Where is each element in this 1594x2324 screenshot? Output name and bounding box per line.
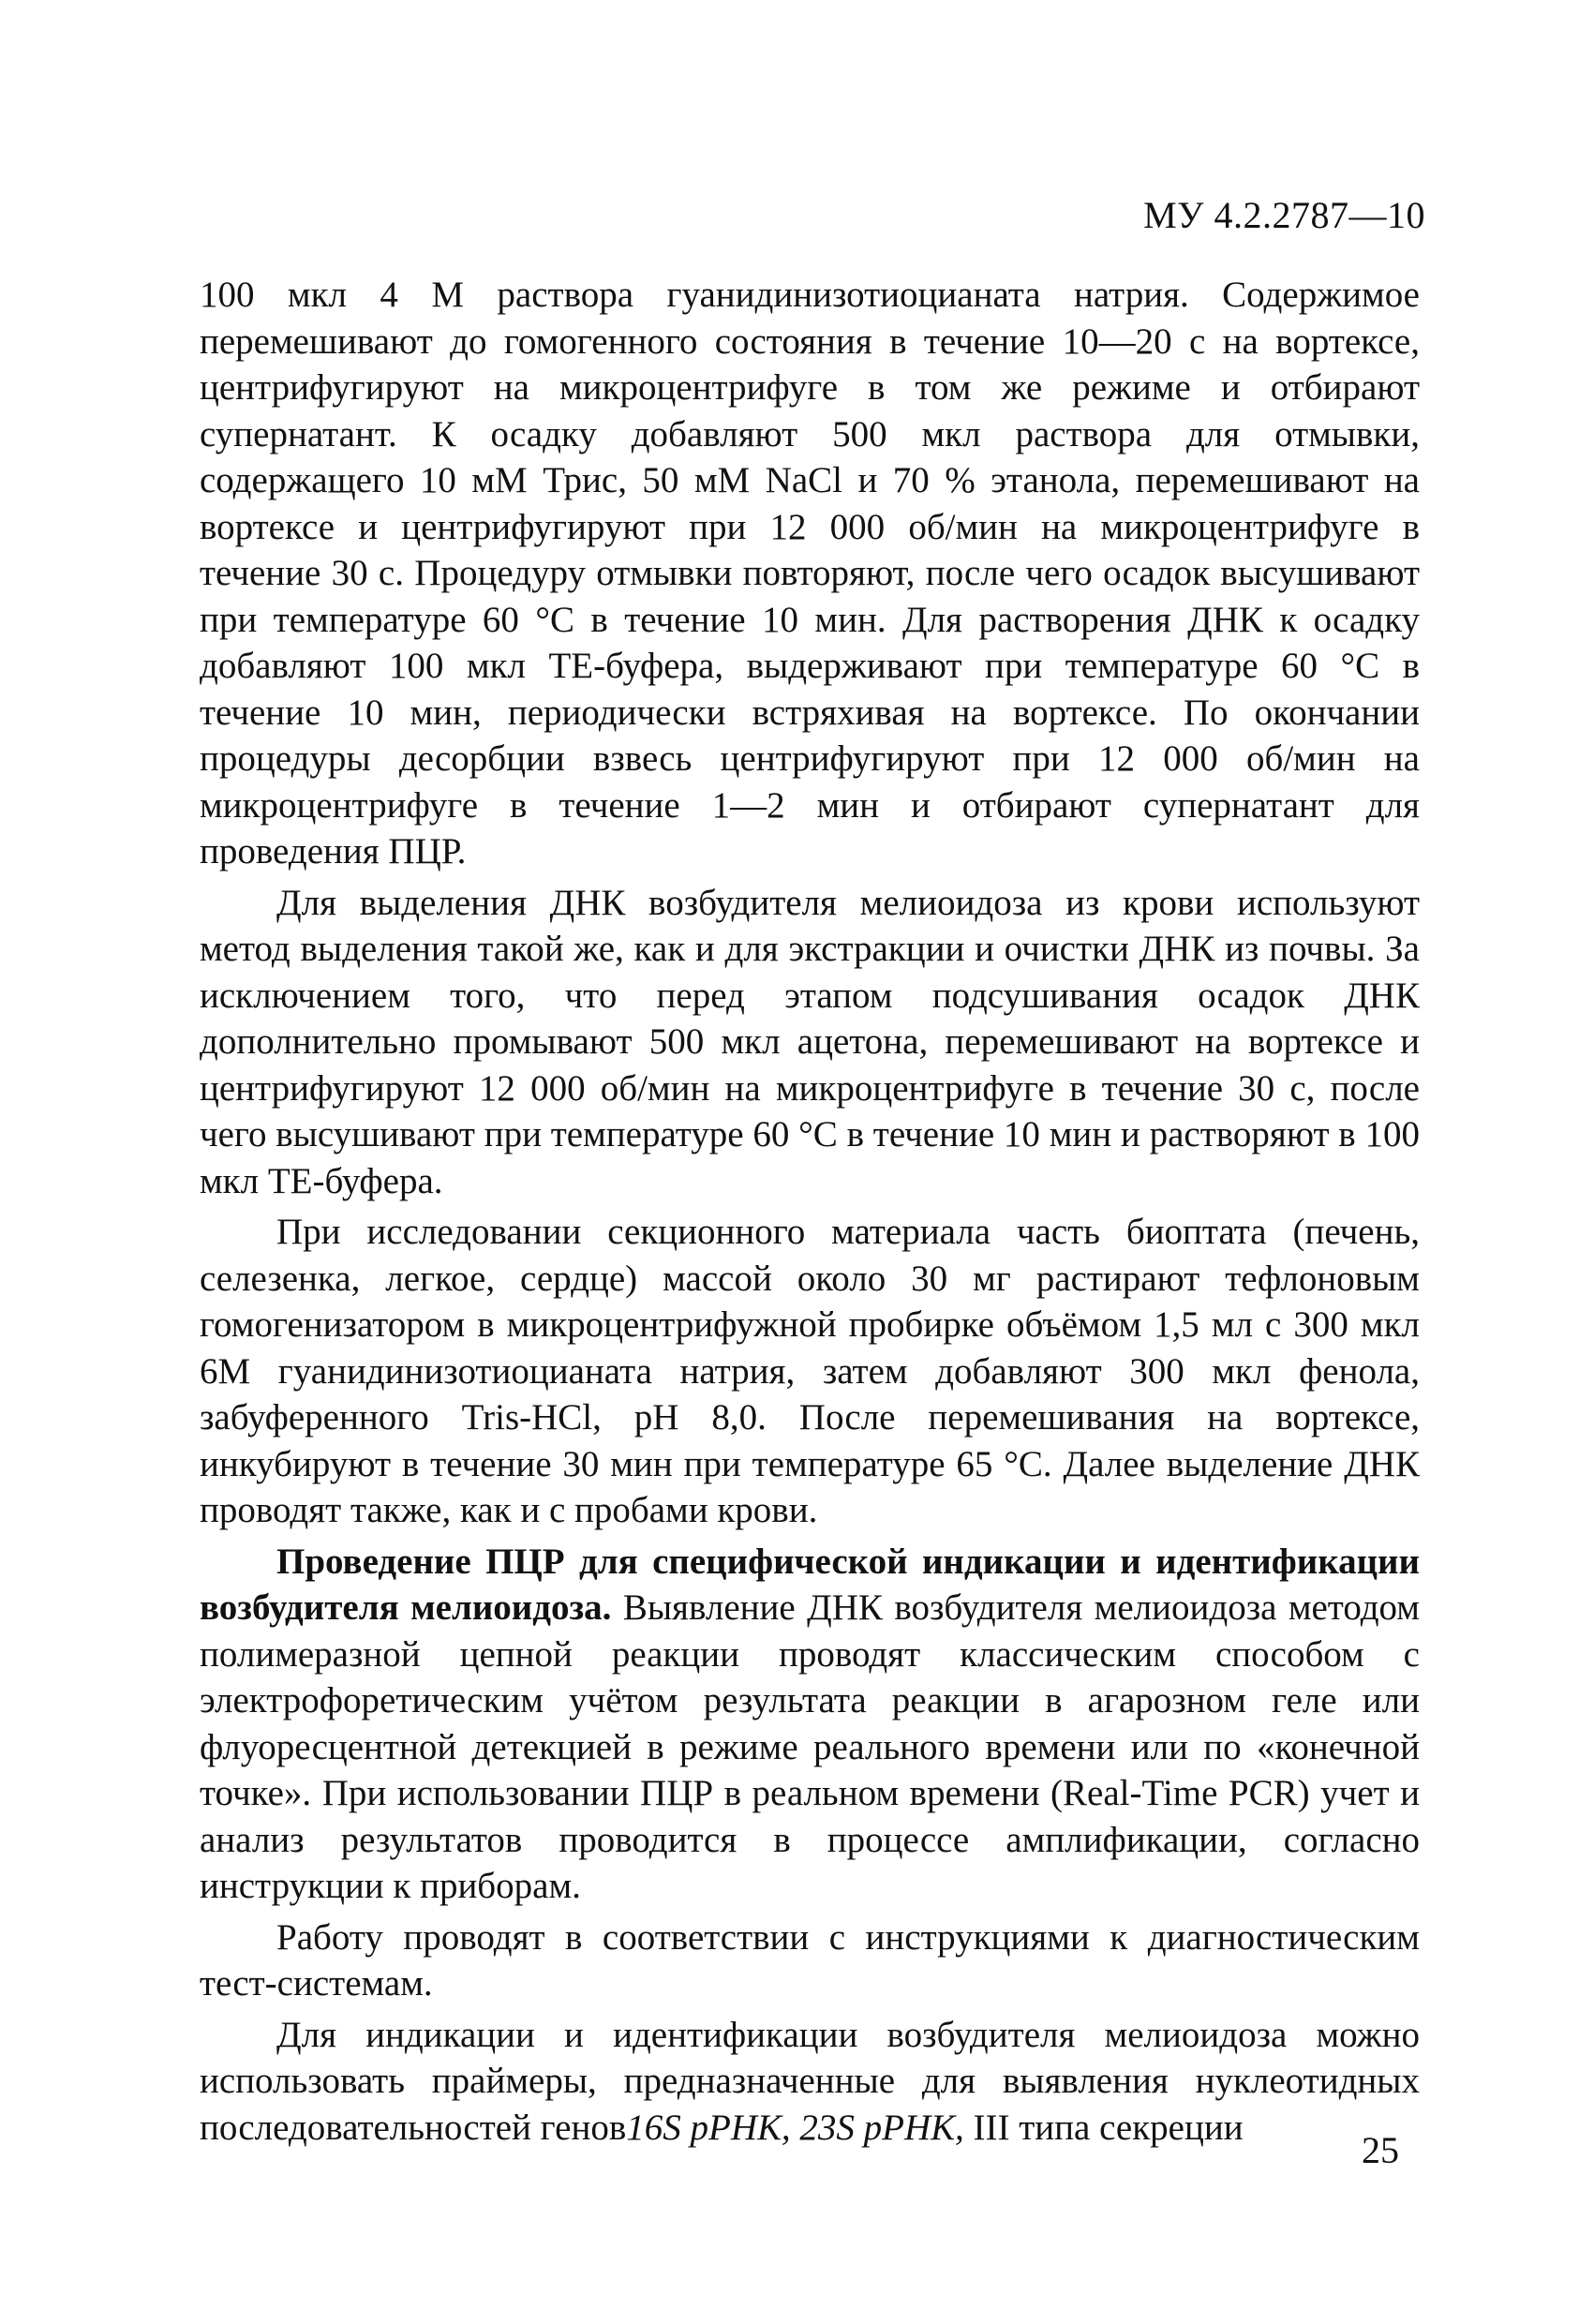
paragraph-primers <box>200 2012 1420 2152</box>
paragraph-section-material: При исследовании секционного материала часть биоптата (печень, селезенка, легкое, сердце) массой около 30 мг растирают тефлоновым гомогенизатором в микроцентрифужной пробирке объёмом 1,5 мл с 300 мкл 6М гуанидинизотиоцианата натрия, затем добавляют 300 мкл фенола, забуференного Tris-HCl, pH 8,0. После перемешивания на вортексе, инкубируют в течение 30 мин при температуре 65 °С. Далее выделение ДНК проводят также, как и с пробами крови. <box>200 1212 1420 1530</box>
paragraph-test-systems: Работу проводят в соответствии с инструкциями к диагностическим тест-системам. <box>200 1916 1420 2004</box>
gene-23s: 23S рРНК, <box>799 2107 964 2148</box>
page-body <box>200 272 1420 2151</box>
page-number: 25 <box>1362 2129 1399 2171</box>
document-number: МУ 4.2.2787—10 <box>1143 194 1425 236</box>
paragraph-pcr-text: Выявление ДНК возбудителя мелиоидоза методом полимеразной цепной реакции проводят классическим способом с электрофоретическим учётом результата реакции в агарозном геле или флуоресцентной детекцией в режиме реального времени или по «конечной точке». При использовании ПЦР в реальном времени (Real-Time PCR) учет и анализ результатов проводится в процессе амплификации, согласно инструкции к приборам. <box>200 1587 1420 1906</box>
gene-16s: 16S рРНК, <box>626 2107 791 2148</box>
paragraph-pcr <box>200 1539 1420 1910</box>
section-heading-pcr: Проведение ПЦР для специфической индикации и идентификации возбудителя мелиоидоза. <box>200 1541 1420 1628</box>
primers-text-start: Для индикации и идентификации возбудителя мелиоидоза можно использовать праймеры, предназначенные для выявления нуклеотидных последовательностей генов <box>200 2014 1420 2148</box>
paragraph-continuation: 100 мкл 4 М раствора гуанидинизотиоцианата натрия. Содержимое перемешивают до гомогенного состояния в течение 10—20 с на вортексе, центрифугируют на микроцентрифуге в том же режиме и отбирают супернатант. К осадку добавляют 500 мкл раствора для отмывки, содержащего 10 мМ Трис, 50 мМ NaCl и 70 % этанола, перемешивают на вортексе и центрифугируют при 12 000 об/мин на микроцентрифуге в течение 30 с. Процедуру отмывки повторяют, после чего осадок высушивают при температуре 60 °С в течение 10 мин. Для растворения ДНК к осадку добавляют 100 мкл ТЕ-буфера, выдерживают при температуре 60 °С в течение 10 мин, периодически встряхивая на вортексе. По окончании процедуры десорбции взвесь центрифугируют при 12 000 об/мин на микроцентрифуге в течение 1—2 мин и отбирают супернатант для проведения ПЦР. <box>200 275 1420 872</box>
primers-text-end: III типа секреции <box>973 2107 1244 2148</box>
paragraph-blood-extraction: Для выделения ДНК возбудителя мелиоидоза из крови используют метод выделения такой же, как и для экстракции и очистки ДНК из почвы. За исключением того, что перед этапом подсушивания осадок ДНК дополнительно промывают 500 мкл ацетона, перемешивают на вортексе и центрифугируют 12 000 об/мин на микроцентрифуге в течение 30 с, после чего высушивают при температуре 60 °С в течение 10 мин и растворяют в 100 мкл ТЕ-буфера. <box>200 882 1420 1201</box>
